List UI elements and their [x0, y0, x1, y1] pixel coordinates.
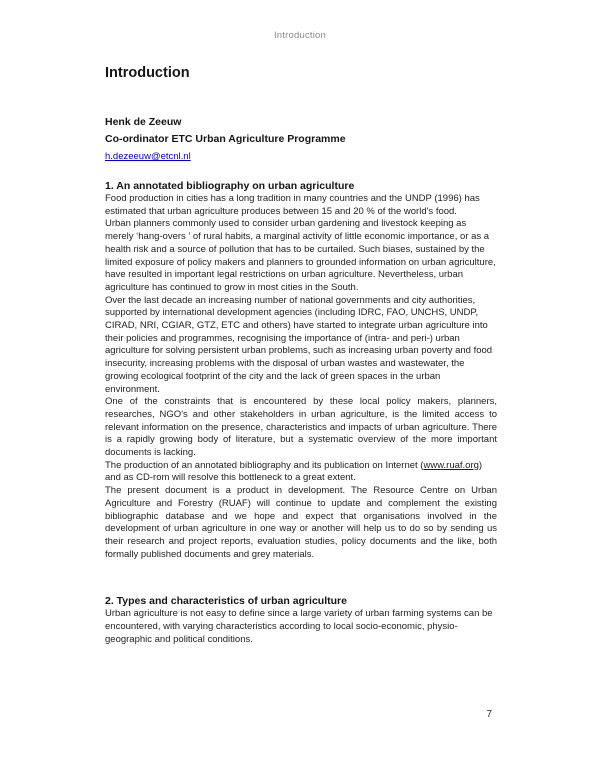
author-block	[105, 114, 497, 165]
section-1-heading: 1. An annotated bibliography on urban agriculture	[105, 180, 355, 192]
section-1-paragraph-4: One of the constraints that is encountered by these local policy makers, planners, researches, NGO's and other stakeholders in urban agriculture, is the limited access to relevant information on the presence, characteristics and impacts of urban agriculture. There is a rapidly growing body of literature, but a systematic overview of the more important documents is lacking.	[105, 396, 497, 459]
section-2-heading: 2. Types and characteristics of urban agriculture	[105, 595, 347, 608]
author-role: Co-ordinator ETC Urban Agriculture Programme	[105, 133, 346, 145]
author-name: Henk de Zeeuw	[105, 116, 182, 128]
paragraph-5-text-after: ) and as CD-rom will resolve this bottleneck to a great extent.	[105, 459, 483, 484]
section-2-paragraph-1: Urban agriculture is not easy to define since a large variety of urban farming systems can be encountered, with varying characteristics according to local socio-economic, physio-geographic and political conditions.	[105, 608, 493, 645]
author-email-link[interactable]: h.dezeeuw@etcnl.nl	[105, 151, 191, 162]
page-title: Introduction	[105, 65, 190, 81]
paragraph-5-text-before: The production of an annotated bibliography and its publication on Internet (	[105, 459, 424, 471]
author-email-line	[105, 148, 497, 165]
running-header: Introduction	[273, 30, 327, 41]
ruaf-website-link[interactable]: www.ruaf.org	[423, 459, 479, 471]
section-1-paragraph-1: Food production in cities has a long tradition in many countries and the UNDP (1996) has estimated that urban agriculture produces between 15 and 20 % of the world's food.	[105, 193, 480, 217]
page-content	[105, 0, 497, 647]
section-1-paragraph-2: Urban planners commonly used to consider urban gardening and livestock keeping as merely ‘hang-overs ’ of rural habits, a marginal activity of little economic importance, or as a health risk and a source of pollution that has to be curtailed. Such biases, sustained by the limited exposure of policy makers and planners to grounded information on urban agriculture, have resulted in important legal restrictions on urban agriculture. Nevertheless, urban agriculture has continued to grow in most cities in the South.	[105, 218, 496, 293]
section-1-paragraph-6: The present document is a product in development. The Resource Centre on Urban Agriculture and Forestry (RUAF) will continue to update and complement the existing bibliographic database and we hope and expect that organisations involved in the development of urban agriculture in one way or another will help us to do so by sending us their research and project reports, evaluation studies, policy documents and the like, both formally published documents and grey materials.	[105, 485, 497, 560]
section-1-paragraph-5	[105, 460, 497, 485]
section-1-paragraph-3: Over the last decade an increasing number of national governments and city authorities, supported by international development agencies (including IDRC, FAO, UNCHS, UNDP, CIRAD, NRI, CGIAR, GTZ, ETC and others) have started to integrate urban agriculture into their policies and programmes, recognising the importance of (intra- and peri-) urban agriculture for solving persistent urban problems, such as increasing urban poverty and food insecurity, increasing problems with the disposal of urban wastes and wastewater, the growing ecological footprint of the city and the lack of green spaces in the urban environment.	[105, 294, 493, 395]
page-number: 7	[486, 709, 492, 720]
